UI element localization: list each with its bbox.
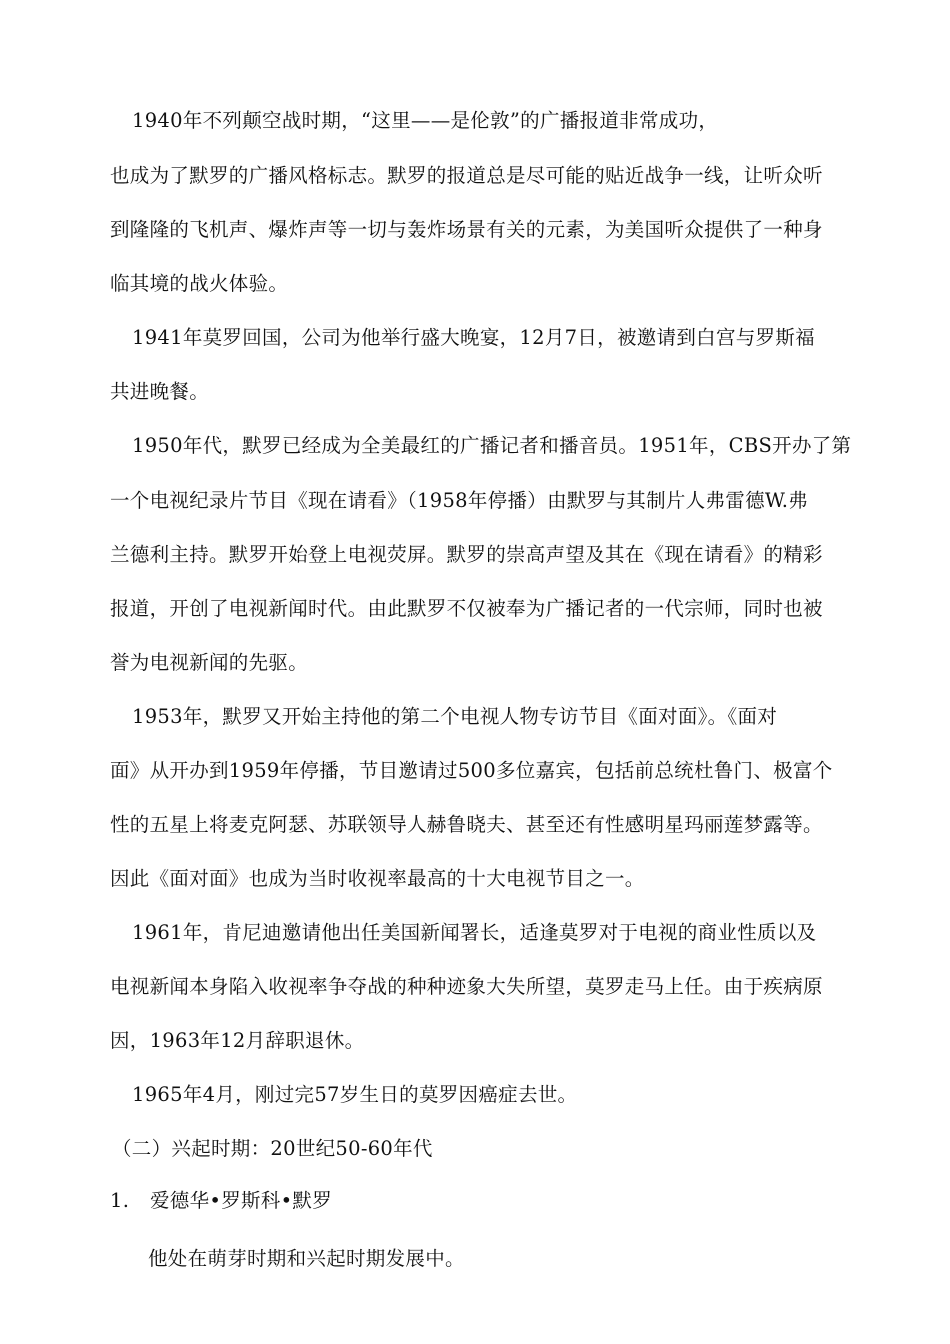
- paragraph-4-line-3: 性的五星上将麦克阿瑟、苏联领导人赫鲁晓夫、甚至还有性感明星玛丽莲梦露等。: [110, 813, 823, 836]
- paragraph-2-line-1: 1941年莫罗回国，公司为他举行盛大晚宴，12月7日，被邀请到白宫与罗斯福: [132, 326, 815, 349]
- closing-line: 他处在萌芽时期和兴起时期发展中。: [148, 1247, 465, 1270]
- paragraph-1-line-3: 到隆隆的飞机声、爆炸声等一切与轰炸场景有关的元素，为美国听众提供了一种身: [110, 218, 823, 241]
- paragraph-1-line-1: 1940年不列颠空战时期，“这里——是伦敦”的广播报道非常成功，: [132, 109, 719, 132]
- paragraph-4-line-4: 因此《面对面》也成为当时收视率最高的十大电视节目之一。: [110, 867, 645, 890]
- paragraph-6-line-1: 1965年4月，刚过完57岁生日的莫罗因癌症去世。: [132, 1083, 578, 1106]
- list-item-text: 爱德华•罗斯科•默罗: [150, 1189, 333, 1212]
- paragraph-1-line-4: 临其境的战火体验。: [110, 272, 289, 295]
- paragraph-5-line-1: 1961年，肯尼迪邀请他出任美国新闻署长，适逢莫罗对于电视的商业性质以及: [132, 921, 817, 944]
- list-item-number: 1.: [110, 1189, 130, 1212]
- section-heading: （二）兴起时期：20世纪50-60年代: [112, 1137, 433, 1160]
- paragraph-3-line-3: 兰德利主持。默罗开始登上电视荧屏。默罗的崇高声望及其在《现在请看》的精彩: [110, 543, 823, 566]
- paragraph-3-line-5: 誉为电视新闻的先驱。: [110, 651, 309, 674]
- paragraph-1-line-2: 也成为了默罗的广播风格标志。默罗的报道总是尽可能的贴近战争一线，让听众听: [110, 164, 823, 187]
- paragraph-3-line-2: 一个电视纪录片节目《现在请看》（1958年停播）由默罗与其制片人弗雷德W.弗: [110, 489, 809, 512]
- paragraph-4-line-1: 1953年，默罗又开始主持他的第二个电视人物专访节目《面对面》。《面对: [132, 705, 778, 728]
- paragraph-2-line-2: 共进晚餐。: [110, 380, 210, 403]
- paragraph-4-line-2: 面》从开办到1959年停播，节目邀请过500多位嘉宾，包括前总统杜鲁门、极富个: [110, 759, 833, 782]
- paragraph-3-line-4: 报道，开创了电视新闻时代。由此默罗不仅被奉为广播记者的一代宗师，同时也被: [110, 597, 823, 620]
- paragraph-5-line-3: 因，1963年12月辞职退休。: [110, 1029, 365, 1052]
- paragraph-3-line-1: 1950年代，默罗已经成为全美最红的广播记者和播音员。1951年，CBS开办了第: [132, 434, 852, 457]
- paragraph-5-line-2: 电视新闻本身陷入收视率争夺战的种种迹象大失所望，莫罗走马上任。由于疾病原: [110, 975, 823, 998]
